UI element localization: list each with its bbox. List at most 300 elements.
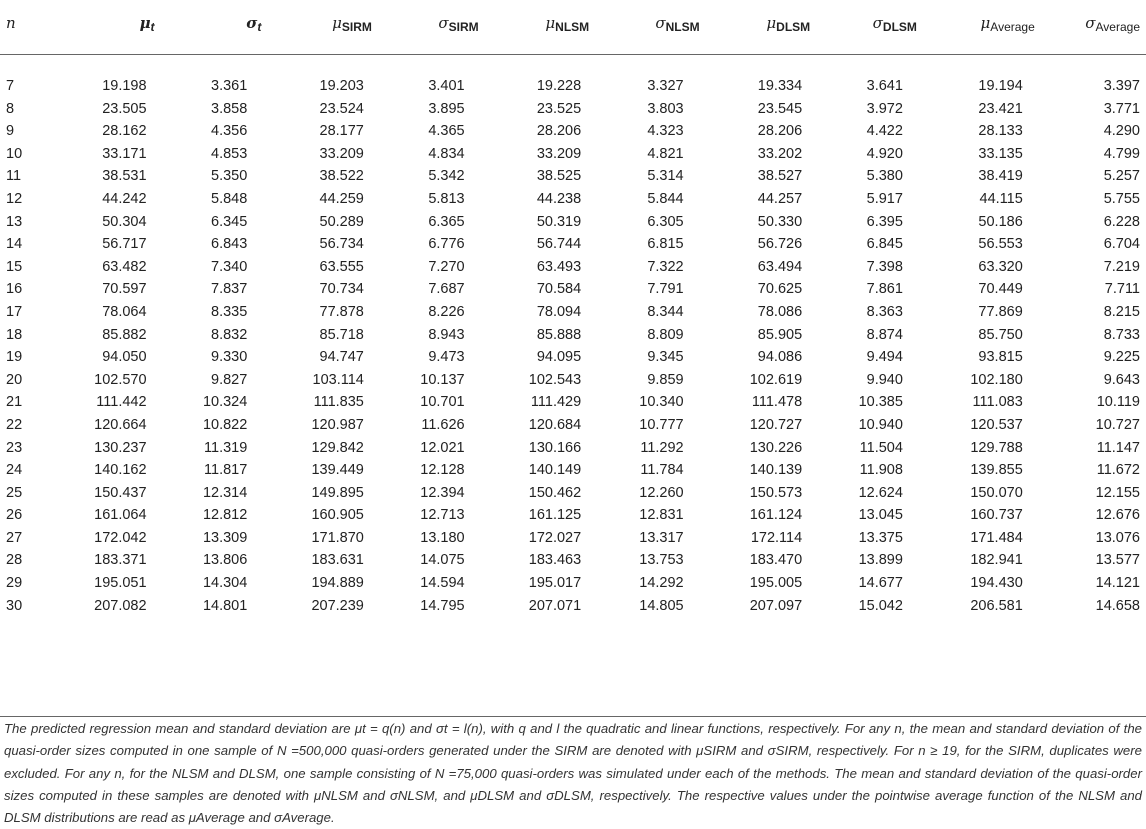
- cell-n: 24: [6, 462, 23, 479]
- cell-mu-sirm: 63.555: [319, 258, 364, 275]
- header-symbol: μ: [332, 14, 342, 32]
- header-symbol: σ: [1085, 14, 1096, 32]
- header-symbol: σ: [872, 14, 883, 32]
- cell-sigma-sirm: 14.795: [420, 597, 465, 614]
- cell-n: 16: [6, 281, 23, 298]
- cell-mu-t: 150.437: [94, 484, 147, 501]
- header-mu-dlsm: [700, 8, 811, 55]
- header-symbol: σ: [655, 14, 666, 32]
- cell-sigma-sirm: 10.701: [420, 394, 465, 411]
- cell-mu-average: 44.115: [979, 190, 1023, 207]
- cell-sigma-sirm: 6.776: [428, 236, 465, 253]
- cell-mu-dlsm: 56.726: [757, 236, 803, 253]
- cell-sigma-t: 13.806: [202, 552, 248, 569]
- cell-sigma-t: 6.843: [211, 236, 248, 253]
- cell-sigma-nlsm: 7.791: [647, 281, 684, 298]
- cell-mu-average: 120.537: [970, 416, 1023, 433]
- cell-n: 14: [6, 236, 23, 253]
- cell-mu-sirm: 111.835: [313, 394, 364, 411]
- cell-sigma-average: 4.799: [1103, 145, 1140, 162]
- cell-mu-dlsm: 19.334: [757, 78, 803, 94]
- cell-mu-dlsm: 161.124: [749, 507, 803, 524]
- cell-sigma-sirm: 9.473: [428, 349, 465, 366]
- cell-mu-average: 194.430: [970, 575, 1023, 592]
- cell-n: 13: [6, 213, 23, 230]
- cell-sigma-average: 11.147: [1096, 439, 1140, 456]
- cell-mu-sirm: 85.718: [319, 326, 364, 343]
- cell-sigma-dlsm: 4.920: [866, 145, 903, 162]
- cell-mu-sirm: 50.289: [319, 213, 364, 230]
- cell-mu-nlsm: 38.525: [536, 168, 582, 185]
- cell-sigma-dlsm: 11.504: [859, 439, 903, 456]
- cell-mu-t: 33.171: [102, 145, 147, 162]
- cell-sigma-dlsm: 13.045: [858, 507, 903, 524]
- cell-mu-nlsm: 140.149: [528, 462, 582, 479]
- cell-sigma-average: 4.290: [1103, 123, 1140, 140]
- cell-mu-average: 63.320: [978, 258, 1023, 275]
- cell-mu-dlsm: 28.206: [757, 123, 803, 140]
- cell-mu-dlsm: 70.625: [757, 281, 803, 298]
- cell-mu-nlsm: 70.584: [536, 281, 582, 298]
- cell-mu-t: 161.064: [94, 507, 147, 524]
- header-mu-sirm: [261, 8, 372, 55]
- cell-sigma-average: 8.215: [1103, 303, 1140, 320]
- cell-mu-sirm: 103.114: [312, 371, 364, 388]
- cell-mu-t: 140.162: [94, 462, 147, 479]
- cell-mu-average: 171.484: [970, 529, 1023, 546]
- cell-sigma-average: 11.672: [1096, 462, 1140, 479]
- cell-sigma-t: 12.314: [202, 484, 248, 501]
- cell-sigma-average: 7.219: [1103, 258, 1140, 275]
- cell-sigma-average: 14.658: [1095, 597, 1140, 614]
- table-row: [0, 482, 1146, 505]
- table-row: [0, 211, 1146, 234]
- cell-n: 28: [6, 552, 23, 569]
- header-sigma-nlsm: [589, 8, 699, 55]
- cell-sigma-t: 4.853: [211, 145, 248, 162]
- cell-sigma-sirm: 3.401: [428, 78, 465, 94]
- cell-sigma-sirm: 5.813: [428, 190, 465, 207]
- cell-mu-t: 19.198: [102, 78, 147, 94]
- cell-sigma-sirm: 11.626: [421, 416, 465, 433]
- table-row: [0, 549, 1146, 572]
- cell-sigma-dlsm: 7.398: [866, 258, 903, 275]
- table-footnote: The predicted regression mean and standard deviation are μt = q(n) and σt = l(n), with q and l the quadratic and linear functions, respectively. For any n, the mean and standard deviation of the quasi-order sizes computed in one sample of N =500,000 quasi-orders generated under the SIRM are denoted with μSIRM and σSIRM, respectively. For n ≥ 19, for the SIRM, duplicates were excluded. For any n, for the NLSM and DLSM, one sample consisting of N =75,000 quasi-orders was simulated under each of the methods. The mean and standard deviation of the quasi-order sizes computed in these samples are denoted with μNLSM and σNLSM, and μDLSM and σDLSM, respectively. The respective values under the pointwise average function of the NLSM and DLSM distributions are read as μAverage and σAverage.: [4, 721, 1142, 826]
- cell-mu-average: 38.419: [978, 168, 1023, 185]
- header-n: [0, 8, 44, 55]
- table-row: [0, 324, 1146, 347]
- cell-sigma-t: 7.340: [211, 258, 248, 275]
- cell-sigma-nlsm: 12.260: [639, 484, 684, 501]
- table-row: [0, 143, 1146, 166]
- cell-mu-dlsm: 50.330: [757, 213, 803, 230]
- cell-mu-dlsm: 85.905: [757, 326, 803, 343]
- cell-mu-nlsm: 207.071: [528, 597, 582, 614]
- cell-mu-sirm: 207.239: [311, 597, 364, 614]
- header-symbol: σ: [438, 14, 449, 32]
- cell-sigma-t: 4.356: [211, 123, 248, 140]
- cell-mu-dlsm: 78.086: [757, 303, 803, 320]
- cell-mu-t: 44.242: [102, 190, 147, 207]
- cell-n: 15: [6, 258, 23, 275]
- cell-mu-nlsm: 120.684: [528, 416, 582, 433]
- cell-sigma-dlsm: 15.042: [858, 597, 903, 614]
- cell-mu-nlsm: 33.209: [536, 145, 582, 162]
- cell-n: 23: [6, 439, 23, 456]
- table-row: [0, 98, 1146, 121]
- header-subscript: NLSM: [665, 20, 700, 34]
- table-body: [0, 55, 1146, 618]
- cell-n: 19: [6, 349, 23, 366]
- cell-mu-average: 77.869: [978, 303, 1023, 320]
- table-row: [0, 346, 1146, 369]
- cell-mu-average: 150.070: [970, 484, 1023, 501]
- cell-sigma-average: 12.676: [1095, 507, 1140, 524]
- cell-sigma-nlsm: 6.305: [647, 213, 684, 230]
- cell-sigma-t: 9.330: [211, 349, 248, 366]
- cell-sigma-sirm: 8.943: [428, 326, 465, 343]
- cell-mu-dlsm: 183.470: [749, 552, 803, 569]
- cell-mu-nlsm: 94.095: [536, 349, 582, 366]
- cell-n: 12: [6, 190, 23, 207]
- cell-sigma-average: 13.076: [1095, 529, 1140, 546]
- cell-mu-average: 129.788: [970, 439, 1023, 456]
- cell-n: 9: [6, 123, 15, 140]
- cell-mu-dlsm: 120.727: [749, 416, 803, 433]
- cell-sigma-average: 6.704: [1103, 236, 1140, 253]
- cell-sigma-nlsm: 13.317: [639, 529, 684, 546]
- cell-sigma-sirm: 12.394: [420, 484, 465, 501]
- table-row: [0, 165, 1146, 188]
- cell-sigma-dlsm: 5.380: [866, 168, 903, 185]
- cell-sigma-dlsm: 9.940: [866, 371, 903, 388]
- cell-mu-nlsm: 195.017: [528, 575, 582, 592]
- cell-sigma-nlsm: 6.815: [647, 236, 684, 253]
- table-row: [0, 595, 1146, 618]
- cell-sigma-t: 14.304: [202, 575, 248, 592]
- cell-sigma-nlsm: 10.340: [639, 394, 684, 411]
- cell-mu-average: 33.135: [978, 145, 1023, 162]
- cell-sigma-dlsm: 3.641: [866, 78, 903, 94]
- cell-mu-average: 182.941: [970, 552, 1023, 569]
- cell-mu-sirm: 94.747: [319, 349, 364, 366]
- cell-mu-average: 28.133: [978, 123, 1023, 140]
- cell-sigma-sirm: 14.075: [420, 552, 465, 569]
- cell-mu-nlsm: 172.027: [528, 529, 582, 546]
- cell-mu-t: 207.082: [94, 597, 147, 614]
- cell-mu-sirm: 56.734: [319, 236, 364, 253]
- cell-n: 18: [6, 326, 23, 343]
- cell-sigma-sirm: 13.180: [420, 529, 465, 546]
- cell-sigma-sirm: 12.128: [420, 462, 465, 479]
- cell-sigma-nlsm: 8.809: [647, 326, 684, 343]
- cell-sigma-dlsm: 4.422: [866, 123, 903, 140]
- cell-mu-sirm: 194.889: [311, 575, 364, 592]
- header-symbol: μ: [980, 14, 991, 32]
- cell-sigma-average: 3.771: [1103, 100, 1140, 117]
- cell-sigma-average: 13.577: [1095, 552, 1140, 569]
- cell-mu-t: 111.442: [96, 394, 147, 411]
- cell-mu-nlsm: 183.463: [528, 552, 582, 569]
- cell-mu-sirm: 28.177: [319, 123, 364, 140]
- cell-mu-sirm: 129.842: [311, 439, 364, 456]
- cell-mu-t: 63.482: [102, 258, 147, 275]
- cell-sigma-nlsm: 4.821: [647, 145, 684, 162]
- cell-mu-t: 130.237: [94, 439, 147, 456]
- cell-sigma-dlsm: 8.363: [866, 303, 903, 320]
- cell-mu-dlsm: 140.139: [749, 462, 803, 479]
- cell-sigma-sirm: 3.895: [428, 100, 465, 117]
- cell-sigma-average: 8.733: [1103, 326, 1140, 343]
- cell-sigma-nlsm: 7.322: [647, 258, 684, 275]
- header-mu-nlsm: [479, 8, 590, 55]
- cell-sigma-nlsm: 3.327: [647, 78, 684, 94]
- cell-sigma-average: 7.711: [1104, 281, 1140, 298]
- cell-mu-nlsm: 161.125: [528, 507, 582, 524]
- cell-sigma-sirm: 7.687: [428, 281, 465, 298]
- data-table: [0, 8, 1146, 617]
- cell-sigma-nlsm: 9.859: [647, 371, 684, 388]
- header-subscript: DLSM: [776, 20, 811, 34]
- cell-sigma-t: 8.335: [211, 303, 248, 320]
- table-row: [0, 459, 1146, 482]
- cell-mu-dlsm: 38.527: [757, 168, 803, 185]
- header-mu-t: [44, 8, 155, 55]
- cell-sigma-average: 5.257: [1103, 168, 1140, 185]
- cell-mu-dlsm: 111.478: [751, 394, 803, 411]
- table-header: [0, 8, 1146, 55]
- cell-sigma-t: 10.324: [202, 394, 248, 411]
- cell-sigma-nlsm: 10.777: [639, 416, 684, 433]
- cell-mu-sirm: 70.734: [319, 281, 364, 298]
- cell-mu-t: 120.664: [94, 416, 147, 433]
- cell-sigma-t: 14.801: [202, 597, 248, 614]
- table-row: [0, 391, 1146, 414]
- table-row: [0, 120, 1146, 143]
- table-row: [0, 233, 1146, 256]
- cell-mu-sirm: 183.631: [311, 552, 364, 569]
- table-row: [0, 572, 1146, 595]
- cell-mu-average: 102.180: [970, 371, 1023, 388]
- cell-mu-dlsm: 44.257: [757, 190, 803, 207]
- cell-n: 17: [6, 303, 23, 320]
- cell-sigma-average: 12.155: [1095, 484, 1140, 501]
- cell-mu-t: 172.042: [94, 529, 147, 546]
- cell-sigma-nlsm: 11.784: [640, 462, 684, 479]
- cell-sigma-nlsm: 5.844: [647, 190, 684, 207]
- cell-n: 25: [6, 484, 23, 501]
- cell-mu-sirm: 38.522: [319, 168, 364, 185]
- cell-sigma-dlsm: 3.972: [866, 100, 903, 117]
- cell-sigma-t: 8.832: [211, 326, 248, 343]
- cell-mu-average: 19.194: [978, 78, 1023, 94]
- cell-sigma-nlsm: 11.292: [640, 439, 684, 456]
- cell-sigma-nlsm: 13.753: [639, 552, 684, 569]
- cell-n: 21: [6, 394, 23, 411]
- cell-sigma-sirm: 4.834: [428, 145, 465, 162]
- cell-sigma-dlsm: 5.917: [866, 190, 903, 207]
- spacer-cell: [0, 55, 1146, 76]
- cell-sigma-dlsm: 14.677: [858, 575, 903, 592]
- cell-mu-nlsm: 19.228: [536, 78, 582, 94]
- cell-mu-dlsm: 172.114: [750, 529, 803, 546]
- cell-mu-dlsm: 207.097: [749, 597, 803, 614]
- table-row: [0, 527, 1146, 550]
- cell-sigma-sirm: 7.270: [428, 258, 465, 275]
- header-subscript: t: [150, 20, 155, 34]
- cell-sigma-t: 10.822: [202, 416, 248, 433]
- cell-mu-nlsm: 50.319: [536, 213, 582, 230]
- cell-sigma-nlsm: 4.323: [647, 123, 684, 140]
- cell-n: 26: [6, 507, 23, 524]
- table-row: [0, 278, 1146, 301]
- cell-sigma-sirm: 6.365: [428, 213, 465, 230]
- cell-sigma-average: 14.121: [1095, 575, 1140, 592]
- table-row: [0, 414, 1146, 437]
- cell-sigma-dlsm: 12.624: [858, 484, 903, 501]
- cell-mu-average: 139.855: [970, 462, 1023, 479]
- cell-sigma-average: 10.119: [1096, 394, 1140, 411]
- cell-mu-nlsm: 130.166: [528, 439, 582, 456]
- cell-mu-nlsm: 85.888: [536, 326, 582, 343]
- cell-sigma-dlsm: 6.845: [866, 236, 903, 253]
- cell-mu-t: 28.162: [102, 123, 147, 140]
- cell-n: 20: [6, 371, 23, 388]
- header-subscript: SIRM: [448, 20, 479, 34]
- cell-sigma-t: 13.309: [202, 529, 248, 546]
- cell-sigma-t: 5.350: [211, 168, 248, 185]
- cell-mu-sirm: 171.870: [311, 529, 364, 546]
- cell-n: 27: [6, 529, 23, 546]
- cell-sigma-t: 3.361: [211, 78, 248, 94]
- cell-sigma-nlsm: 9.345: [647, 349, 684, 366]
- cell-n: 11: [6, 168, 22, 185]
- table-row: [0, 437, 1146, 460]
- cell-mu-average: 111.083: [972, 394, 1023, 411]
- header-subscript: DLSM: [882, 20, 917, 34]
- cell-sigma-sirm: 5.342: [428, 168, 465, 185]
- cell-mu-nlsm: 23.525: [536, 100, 582, 117]
- cell-mu-average: 50.186: [978, 213, 1023, 230]
- header-subscript: NLSM: [555, 20, 590, 34]
- cell-sigma-sirm: 8.226: [428, 303, 465, 320]
- header-sigma-average: [1035, 8, 1146, 55]
- cell-mu-nlsm: 102.543: [528, 371, 582, 388]
- header-sigma-dlsm: [810, 8, 917, 55]
- cell-n: 22: [6, 416, 23, 433]
- cell-sigma-dlsm: 10.385: [858, 394, 903, 411]
- table-row: [0, 75, 1146, 98]
- table-bottom-rule: [0, 716, 1146, 717]
- cell-sigma-t: 11.319: [204, 439, 248, 456]
- cell-n: 7: [6, 78, 15, 94]
- cell-sigma-dlsm: 9.494: [866, 349, 903, 366]
- cell-mu-nlsm: 63.493: [536, 258, 582, 275]
- cell-sigma-t: 7.837: [211, 281, 248, 298]
- cell-mu-dlsm: 63.494: [757, 258, 803, 275]
- cell-mu-t: 102.570: [94, 371, 147, 388]
- spacer-row: [0, 55, 1146, 76]
- cell-sigma-t: 5.848: [211, 190, 248, 207]
- cell-sigma-nlsm: 5.314: [647, 168, 684, 185]
- cell-mu-t: 38.531: [102, 168, 147, 185]
- cell-mu-t: 183.371: [94, 552, 147, 569]
- cell-mu-average: 93.815: [978, 349, 1023, 366]
- cell-mu-sirm: 44.259: [319, 190, 364, 207]
- cell-mu-sirm: 23.524: [319, 100, 364, 117]
- cell-mu-sirm: 120.987: [311, 416, 364, 433]
- cell-mu-t: 56.717: [102, 236, 147, 253]
- cell-mu-t: 195.051: [94, 575, 147, 592]
- cell-mu-t: 85.882: [102, 326, 147, 343]
- cell-mu-t: 78.064: [102, 303, 147, 320]
- cell-sigma-dlsm: 6.395: [866, 213, 903, 230]
- cell-sigma-average: 10.727: [1095, 416, 1140, 433]
- cell-mu-average: 56.553: [978, 236, 1023, 253]
- cell-mu-sirm: 160.905: [311, 507, 364, 524]
- header-symbol: μ: [545, 14, 556, 32]
- cell-mu-average: 206.581: [970, 597, 1023, 614]
- header-subscript: t: [257, 20, 262, 34]
- cell-mu-average: 160.737: [970, 507, 1023, 524]
- header-mu-average: [917, 8, 1035, 55]
- cell-mu-average: 85.750: [978, 326, 1023, 343]
- cell-sigma-average: 3.397: [1103, 78, 1140, 94]
- cell-mu-average: 70.449: [978, 281, 1023, 298]
- cell-mu-nlsm: 150.462: [528, 484, 582, 501]
- cell-sigma-t: 9.827: [211, 371, 248, 388]
- cell-mu-dlsm: 94.086: [757, 349, 803, 366]
- header-subscript: Average: [1095, 20, 1140, 34]
- cell-sigma-average: 6.228: [1103, 213, 1140, 230]
- cell-mu-sirm: 33.209: [319, 145, 364, 162]
- cell-mu-dlsm: 102.619: [749, 371, 803, 388]
- cell-mu-dlsm: 150.573: [749, 484, 803, 501]
- table-row: [0, 301, 1146, 324]
- cell-mu-nlsm: 28.206: [536, 123, 582, 140]
- cell-mu-dlsm: 130.226: [749, 439, 803, 456]
- cell-sigma-t: 3.858: [211, 100, 248, 117]
- table-row: [0, 504, 1146, 527]
- cell-sigma-dlsm: 13.375: [858, 529, 903, 546]
- cell-sigma-dlsm: 11.908: [859, 462, 903, 479]
- cell-mu-sirm: 19.203: [319, 78, 364, 94]
- table-row: [0, 256, 1146, 279]
- header-row: [0, 8, 1146, 55]
- table-row: [0, 369, 1146, 392]
- cell-mu-t: 23.505: [102, 100, 147, 117]
- cell-sigma-t: 11.817: [204, 462, 248, 479]
- cell-mu-t: 94.050: [102, 349, 147, 366]
- cell-mu-nlsm: 44.238: [536, 190, 582, 207]
- cell-sigma-average: 9.643: [1103, 371, 1140, 388]
- cell-mu-dlsm: 23.545: [757, 100, 803, 117]
- cell-mu-nlsm: 78.094: [536, 303, 582, 320]
- cell-mu-t: 50.304: [102, 213, 147, 230]
- cell-sigma-sirm: 10.137: [420, 371, 465, 388]
- cell-sigma-sirm: 12.021: [420, 439, 465, 456]
- header-sigma-t: [155, 8, 262, 55]
- cell-mu-sirm: 77.878: [319, 303, 364, 320]
- cell-mu-sirm: 149.895: [311, 484, 364, 501]
- cell-mu-dlsm: 33.202: [757, 145, 803, 162]
- cell-mu-sirm: 139.449: [311, 462, 364, 479]
- cell-sigma-sirm: 12.713: [420, 507, 465, 524]
- cell-mu-dlsm: 195.005: [749, 575, 803, 592]
- cell-mu-t: 70.597: [102, 281, 147, 298]
- cell-sigma-nlsm: 12.831: [639, 507, 684, 524]
- cell-sigma-t: 12.812: [202, 507, 248, 524]
